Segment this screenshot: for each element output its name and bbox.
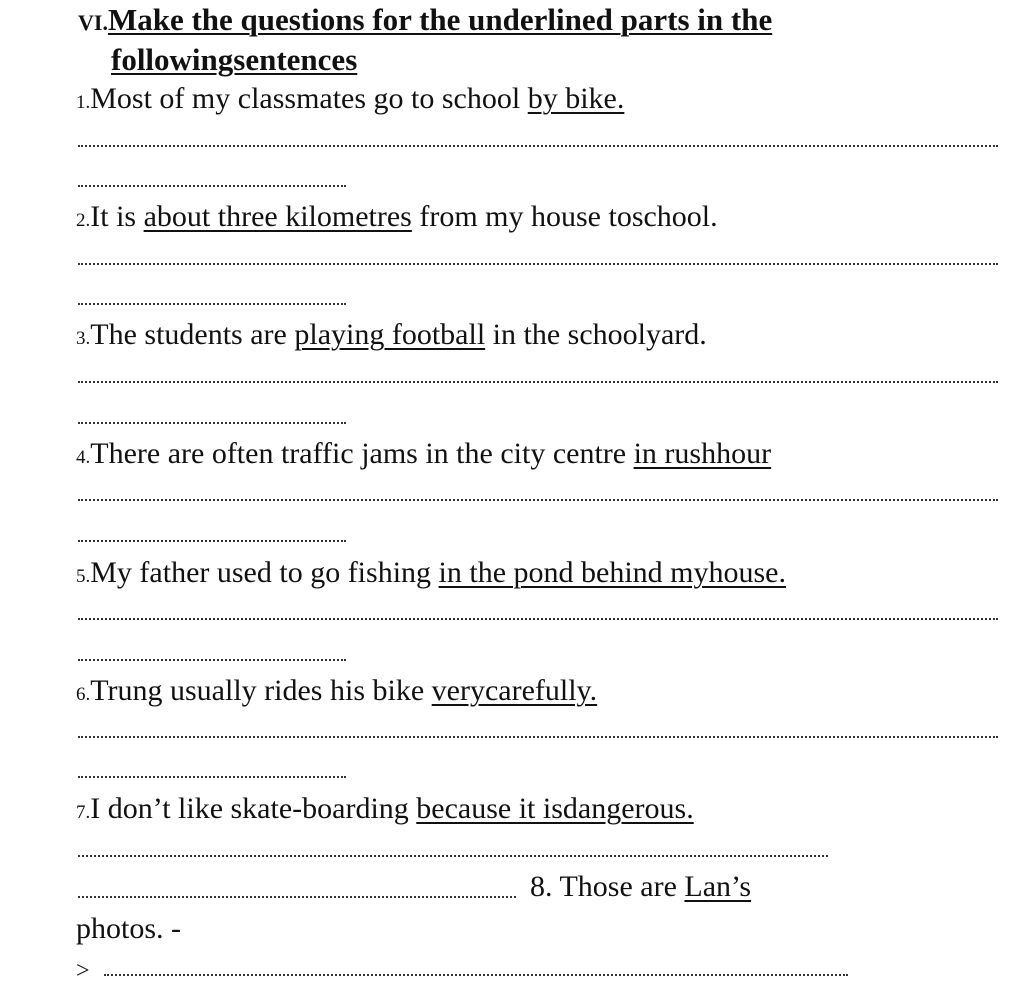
answer-line-continued[interactable] bbox=[78, 185, 346, 187]
answer-line[interactable] bbox=[78, 263, 998, 265]
underlined-part: because it isdangerous. bbox=[416, 792, 694, 825]
question-text: There are often traffic jams in the city centre bbox=[90, 437, 634, 470]
section-heading bbox=[78, 2, 772, 41]
answer-line-continued[interactable] bbox=[78, 422, 346, 424]
section-heading-line2 bbox=[111, 42, 357, 78]
answer-line[interactable] bbox=[78, 618, 998, 620]
section-numeral: VI. bbox=[78, 10, 108, 35]
answer-line-continued[interactable] bbox=[78, 896, 516, 898]
answer-line[interactable] bbox=[78, 145, 998, 147]
underlined-part: in rushhour bbox=[633, 437, 772, 470]
question-text: I don’t like skate-boarding bbox=[90, 792, 417, 825]
question-8-continued bbox=[76, 912, 181, 946]
question-text: It is bbox=[90, 200, 144, 233]
question-text: Those are bbox=[552, 870, 685, 903]
underlined-part: playing football bbox=[294, 318, 486, 351]
question-text: The students are bbox=[90, 318, 295, 351]
question-text: My father used to go fishing bbox=[90, 556, 439, 589]
question-number: 6. bbox=[76, 684, 91, 705]
answer-arrow bbox=[76, 952, 90, 988]
underlined-part: verycarefully. bbox=[431, 674, 598, 707]
question-7 bbox=[76, 792, 694, 830]
question-number: 1. bbox=[76, 92, 91, 113]
question-number: 8. bbox=[530, 870, 553, 903]
question-1 bbox=[76, 82, 624, 120]
question-text: Trung usually rides his bike bbox=[90, 674, 432, 707]
underlined-part: by bike. bbox=[527, 82, 625, 115]
question-8 bbox=[530, 870, 751, 904]
question-4 bbox=[76, 437, 771, 475]
answer-line[interactable] bbox=[78, 499, 998, 501]
question-text: Most of my classmates go to school bbox=[90, 82, 528, 115]
arrow-glyph: > bbox=[76, 958, 90, 984]
question-text-end: photos. - bbox=[76, 912, 181, 945]
section-title-line2: followingsentences bbox=[111, 42, 358, 77]
question-6 bbox=[76, 674, 597, 712]
question-5 bbox=[76, 556, 786, 594]
answer-line-continued[interactable] bbox=[78, 303, 346, 305]
question-2 bbox=[76, 200, 718, 238]
answer-line-continued[interactable] bbox=[78, 659, 346, 661]
question-number: 5. bbox=[76, 566, 91, 587]
underlined-part: about three kilometres bbox=[143, 200, 412, 233]
answer-line[interactable] bbox=[78, 381, 998, 383]
section-title-line1: Make the questions for the underlined parts in the bbox=[107, 2, 773, 37]
answer-line-continued[interactable] bbox=[78, 776, 346, 778]
question-number: 4. bbox=[76, 447, 91, 468]
answer-line[interactable] bbox=[78, 736, 998, 738]
answer-line-continued[interactable] bbox=[78, 540, 346, 542]
underlined-part: in the pond behind myhouse. bbox=[438, 556, 786, 589]
question-3 bbox=[76, 318, 707, 356]
answer-line[interactable] bbox=[104, 974, 848, 976]
answer-line[interactable] bbox=[78, 855, 828, 857]
question-number: 2. bbox=[76, 210, 91, 231]
question-number: 3. bbox=[76, 328, 91, 349]
question-text-end: from my house toschool. bbox=[411, 200, 718, 233]
underlined-part: Lan’s bbox=[684, 870, 752, 903]
question-number: 7. bbox=[76, 802, 91, 823]
question-text-end: in the schoolyard. bbox=[485, 318, 707, 351]
